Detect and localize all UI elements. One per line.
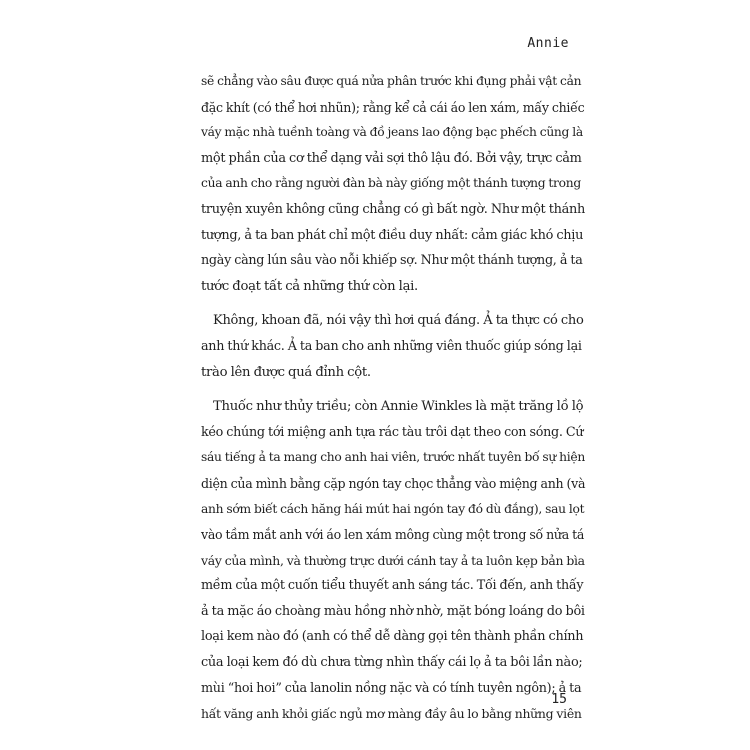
- text-line: trào lên được quá đỉnh cột.: [201, 364, 371, 380]
- text-line: váy của mình, và thường trực dưới cánh tay ả ta luôn kẹp bản bìa: [201, 552, 585, 568]
- text-line: tước đoạt tất cả những thứ còn lại.: [201, 278, 418, 294]
- body-text: [201, 69, 585, 727]
- text-line: diện của mình bằng cặp ngón tay chọc thẳng vào miệng anh (và: [201, 475, 586, 491]
- text-line: của loại kem đó dù chưa từng nhìn thấy cái lọ ả ta bôi lần nào;: [201, 655, 583, 671]
- text-line: tượng, ả ta ban phát chỉ một điều duy nhất: cảm giác khó chịu: [201, 227, 584, 243]
- text-line: sáu tiếng ả ta mang cho anh hai viên, trước nhất tuyên bố sự hiện: [201, 450, 585, 465]
- text-line: loại kem nào đó (anh có thể dễ dàng gọi tên thành phần chính: [201, 629, 584, 645]
- text-line: truyện xuyên không cũng chẳng có gì bất ngờ. Như một thánh: [201, 201, 585, 217]
- page-number: 15: [551, 692, 567, 707]
- text-line: Không, khoan đã, nói vậy thì hơi quá đáng. Ả ta thực có cho: [213, 313, 584, 329]
- text-line: sẽ chẳng vào sâu được quá nửa phân trước khi đụng phải vật cản: [201, 74, 582, 88]
- text-line: hất văng anh khỏi giấc ngủ mơ màng đầy âu lo bằng những viên: [201, 706, 582, 722]
- text-line: đặc khít (có thể hơi nhũn); rằng kể cả cái áo len xám, mấy chiếc: [201, 99, 585, 115]
- paragraph-2: [201, 308, 585, 385]
- text-line: mùi “hoi hoi” của lanolin nồng nặc và có tính tuyên ngôn); ả ta: [201, 680, 582, 696]
- text-line: váy mặc nhà tuềnh toàng và đồ jeans lao động bạc phếch cũng là: [201, 125, 583, 140]
- text-line: Thuốc như thủy triều; còn Annie Winkles là mặt trăng lồ lộ: [213, 399, 584, 415]
- running-head: Annie: [527, 36, 569, 51]
- paragraph-1: [201, 69, 585, 299]
- text-line: anh thứ khác. Ả ta ban cho anh những viên thuốc giúp sóng lại: [201, 338, 582, 354]
- paragraph-3: [201, 394, 585, 727]
- text-line: mềm của một cuốn tiểu thuyết anh sáng tác. Tối đến, anh thấy: [201, 578, 584, 594]
- text-line: kéo chúng tới miệng anh tựa rác tàu trôi dạt theo con sóng. Cứ: [201, 424, 584, 440]
- text-line: anh sớm biết cách hăng hái mút hai ngón tay đó dù đắng), sau lọt: [201, 501, 585, 516]
- text-line: ngày càng lún sâu vào nỗi khiếp sợ. Như một thánh tượng, ả ta: [201, 253, 583, 269]
- text-line: ả ta mặc áo choàng màu hồng nhờ nhờ, mặt bóng loáng do bôi: [201, 603, 585, 619]
- text-line: một phần của cơ thể dạng vải sợi thô lậu đó. Bởi vậy, trực cảm: [201, 150, 582, 166]
- text-line: vào tầm mắt anh với áo len xám mông cùng một trong số nửa tá: [201, 527, 585, 543]
- text-line: của anh cho rằng người đàn bà này giống một thánh tượng trong: [201, 176, 581, 191]
